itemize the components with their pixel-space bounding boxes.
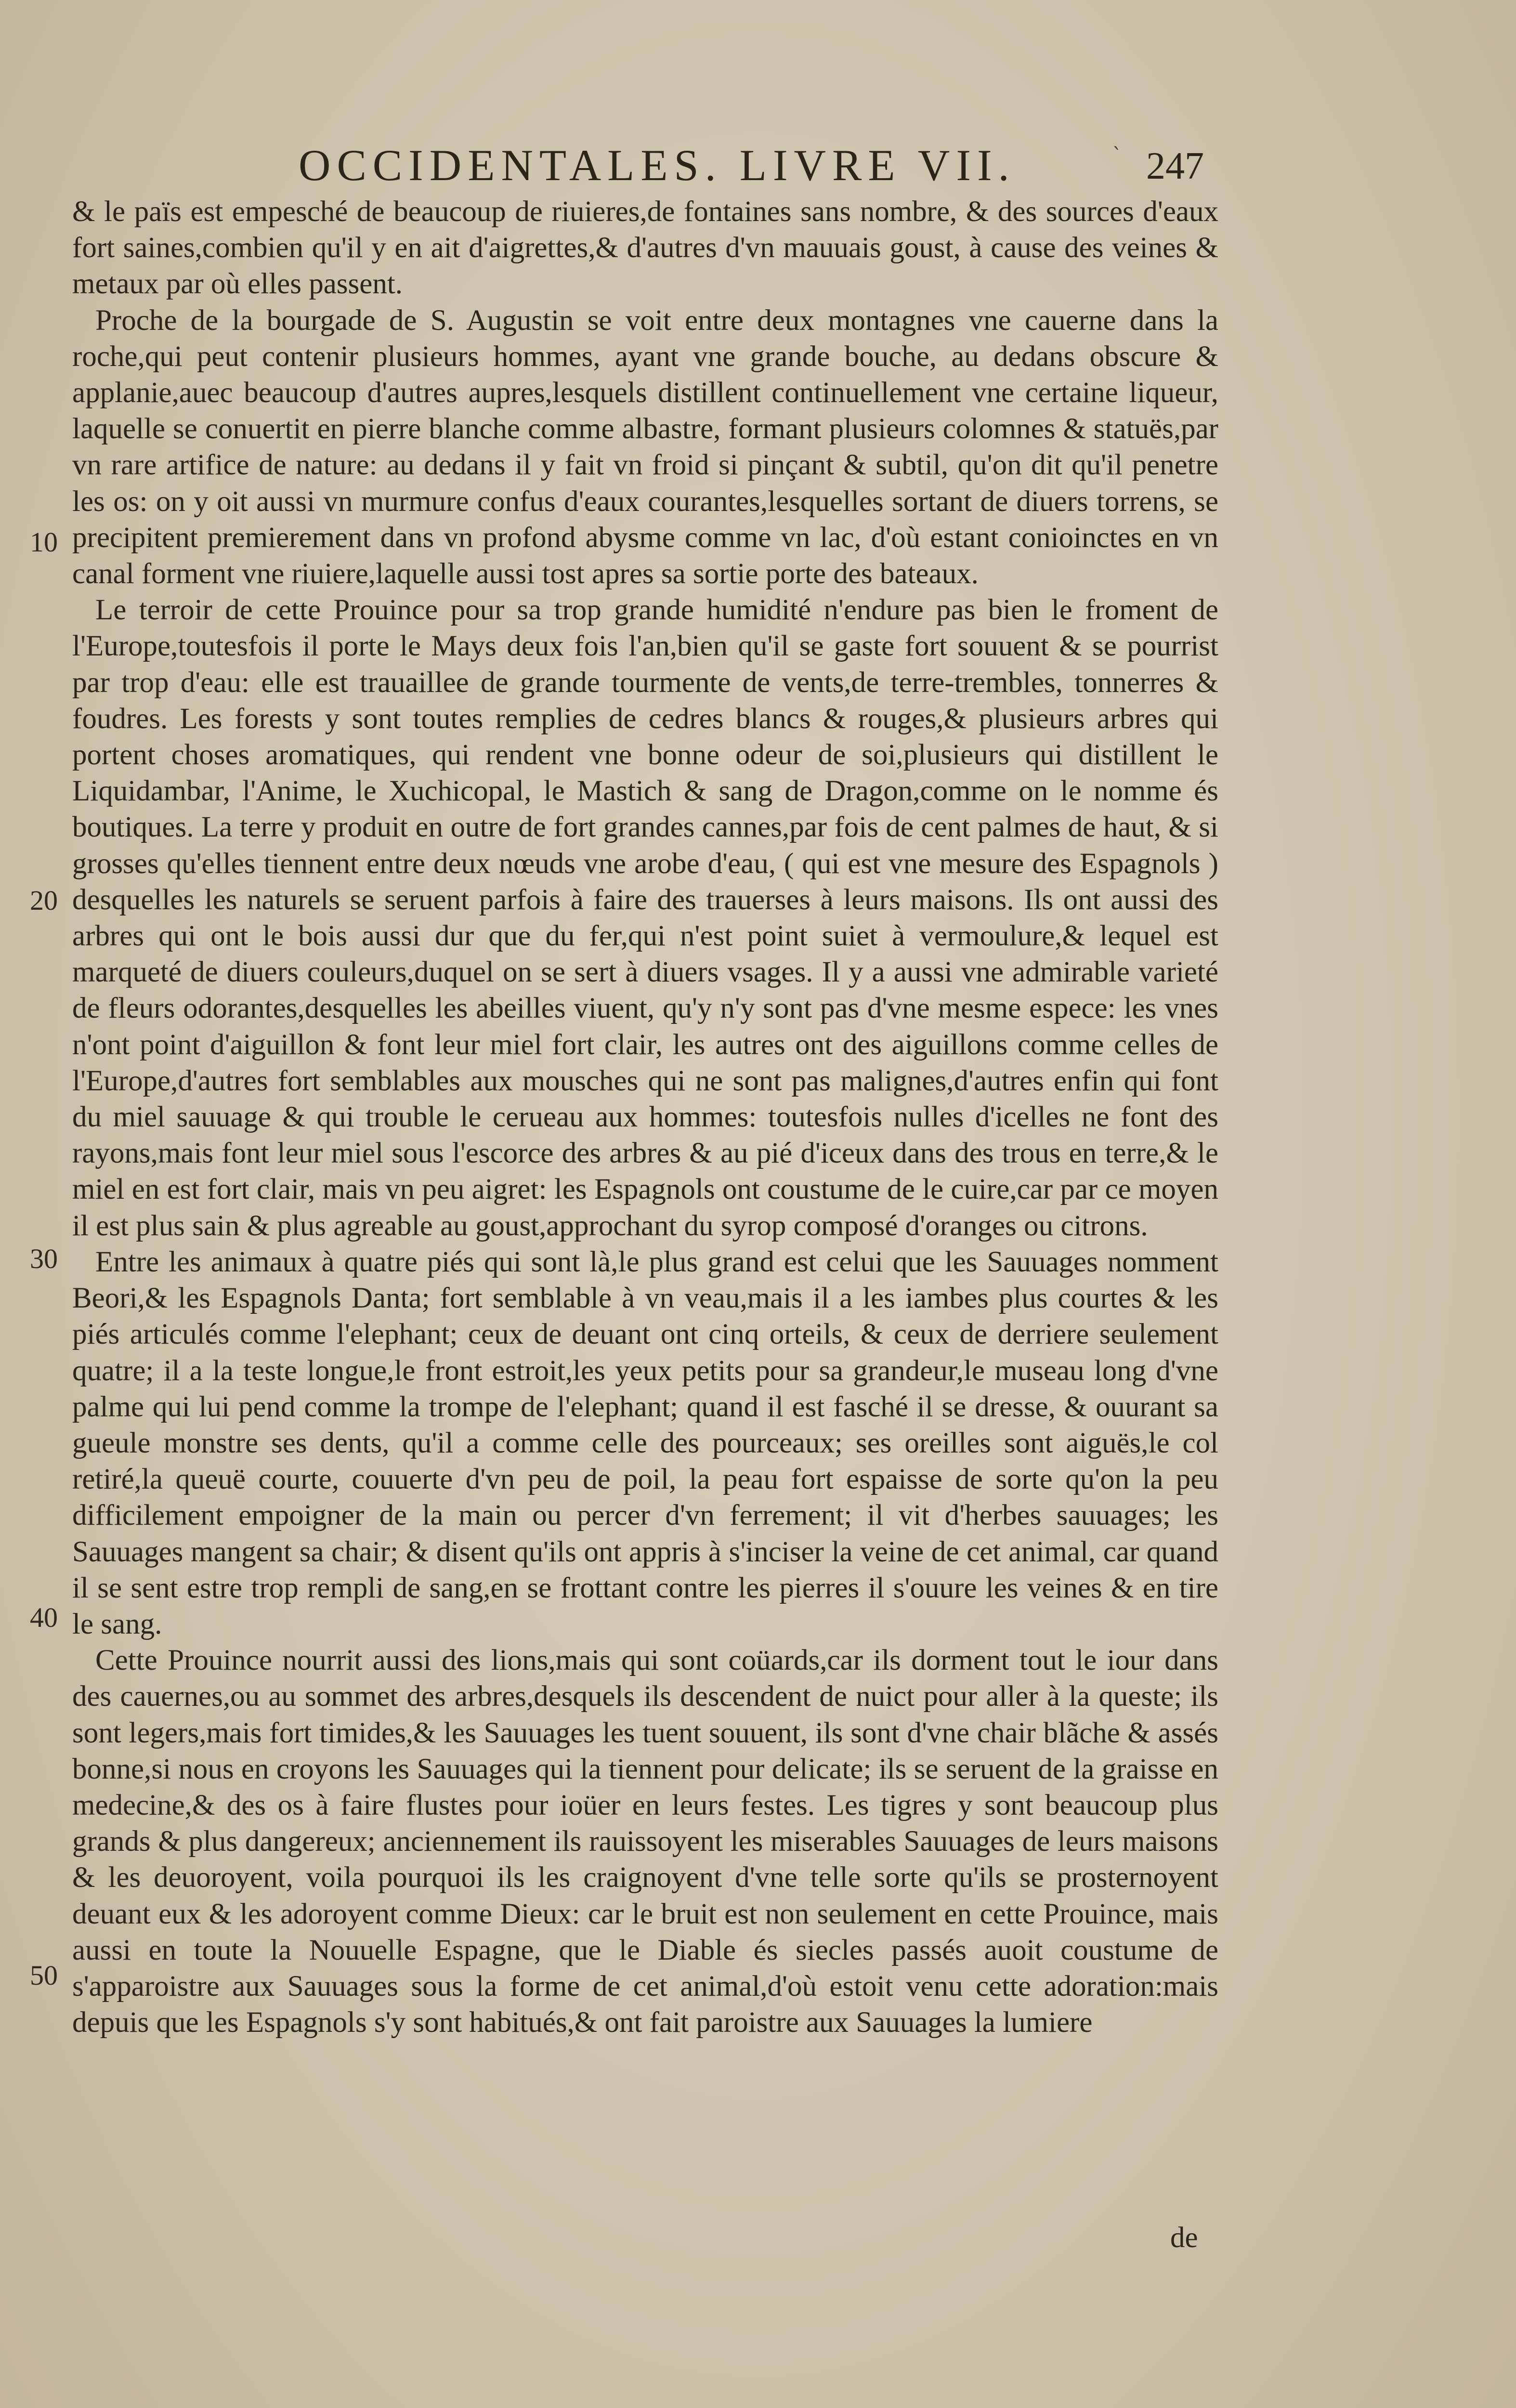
paragraph: Cette Prouince nourrit aussi des lions,mais qui sont coüards,car ils dorment tout le iour dans des cauernes,ou au sommet des arbres,desquels ils descendent de nuict pour aller à la queste; ils sont legers,mais fort timides,& les Sauuages les tuent souuent, ils sont d'vne chair blãche & assés bonne,si nous en croyons les Sauuages qui la tiennent pour delicate; ils se seruent de la graisse en medecine,& des os à faire flustes pour ioüer en leurs festes. Les tigres y sont beaucoup plus grands & plus dangereux; anciennement ils rauissoyent les miserables Sauuages de leurs maisons & les deuoroyent, voila pourquoi ils les craignoyent d'vne telle sorte qu'ils se prosternoyent deuant eux & les adoroyent comme Dieux: car le bruit est non seulement en cette Prouince, mais aussi en toute la Nouuelle Espagne, que le Diable és siecles passés auoit coustume de s'apparoistre aux Sauuages sous la forme de cet animal,d'où estoit venu cette adoration:mais depuis que les Espagnols s'y sont habitués,& ont fait paroistre aux Sauuages la lumiere xyxy=(72,1644,1218,2039)
line-number-20: 20 xyxy=(30,885,58,916)
line-number-30: 30 xyxy=(30,1243,58,1274)
line-number-50: 50 xyxy=(30,1960,58,1991)
body-text xyxy=(72,194,1218,2041)
page-number: 247 xyxy=(1146,145,1204,187)
paragraph: Le terroir de cette Prouince pour sa trop grande humidité n'endure pas bien le froment de l'Europe,toutesfois il porte le Mays deux fois l'an,bien qu'il se gaste fort souuent & se pourrist par trop d'eau: elle est trauaillee de grande tourmente de vents,de terre-trembles, tonnerres & foudres. Les forests y sont toutes remplies de cedres blancs & rouges,& plusieurs arbres qui portent choses aromatiques, qui rendent vne bonne odeur de soi,plusieurs qui distillent le Liquidambar, l'Anime, le Xuchicopal, le Mastich & sang de Dragon,comme on le nomme és boutiques. La terre y produit en outre de fort grandes cannes,par fois de cent palmes de haut, & si grosses qu'elles tiennent entre deux nœuds vne arobe d'eau, ( qui est vne mesure des Espagnols ) desquelles les naturels se seruent parfois à faire des trauerses à leurs maisons. Ils ont aussi des arbres qui ont le bois aussi dur que du fer,qui n'est point suiet à vermoulure,& lequel est marqueté de diuers couleurs,duquel on se sert à diuers vsages. Il y a aussi vne admirable varieté de fleurs odorantes,desquelles les abeilles viuent, qu'y n'y sont pas d'vne mesme espece: les vnes n'ont point d'aiguillon & font leur miel fort clair, les autres ont des aiguillons comme celles de l'Europe,d'autres fort semblables aux mousches qui ne sont pas malignes,d'autres enfin qui font du miel sauuage & qui trouble le cerueau aux hommes: toutesfois nulles d'icelles ne font des rayons,mais font leur miel sous l'escorce des arbres & au pié d'iceux dans des trous en terre,& le miel en est fort clair, mais vn peu aigret: les Espagnols ont coustume de le cuire,car par ce moyen il est plus sain & plus agreable au goust,approchant du syrop composé d'oranges ou citrons. xyxy=(72,594,1218,1242)
paragraph: Proche de la bourgade de S. Augustin se voit entre deux montagnes vne cauerne dans la roche,qui peut contenir plusieurs hommes, ayant vne grande bouche, au dedans obscure & applanie,auec beaucoup d'autres aupres,lesquels distillent continuellement vne certaine liqueur, laquelle se conuertit en pierre blanche comme albastre, formant plusieurs colomnes & statuës,par vn rare artifice de nature: au dedans il y fait vn froid si pinçant & subtil, qu'on dit qu'il penetre les os: on y oit aussi vn murmure confus d'eaux courantes,lesquelles sortant de diuers torrens, se precipitent premierement dans vn profond abysme comme vn lac, d'où estant conioinctes en vn canal forment vne riuiere,laquelle aussi tost apres sa sortie porte des bateaux. xyxy=(72,304,1218,590)
catchword: de xyxy=(1170,2222,1198,2254)
line-number-10: 10 xyxy=(30,526,58,558)
ink-mark: ˋ xyxy=(1112,144,1122,167)
running-head xyxy=(299,140,1204,197)
paragraph: Entre les animaux à quatre piés qui sont là,le plus grand est celui que les Sauuages nomment Beori,& les Espagnols Danta; fort semblable à vn veau,mais il a les iambes plus courtes & les piés articulés comme l'elephant; ceux de deuant ont cinq orteils, & ceux de derriere seulement quatre; il a la teste longue,le front estroit,les yeux petits pour sa grandeur,le museau long d'vne palme qui lui pend comme la trompe de l'elephant; quand il est fasché il se dresse, & ouurant sa gueule monstre ses dents, qu'il a comme celle des pourceaux; ses oreilles sont aiguës,le col retiré,la queuë courte, couuerte d'vn peu de poil, la peau fort espaisse de sorte qu'on la peu difficilement empoigner de la main ou percer d'vn ferrement; il vit d'herbes sauuages; les Sauuages mangent sa chair; & disent qu'ils ont appris à s'inciser la veine de cet animal, car quand il se sent estre trop rempli de sang,en se frottant contre les pierres il s'ouure les veines & en tire le sang. xyxy=(72,1245,1218,1640)
line-number-40: 40 xyxy=(30,1602,58,1633)
paragraph: & le païs est empesché de beaucoup de riuieres,de fontaines sans nombre, & des sources d'eaux fort saines,combien qu'il y en ait d'aigrettes,& d'autres d'vn mauuais goust, à cause des veines & metaux par où elles passent. xyxy=(72,196,1218,301)
running-title: OCCIDENTALES. LIVRE VII. xyxy=(299,141,1016,190)
